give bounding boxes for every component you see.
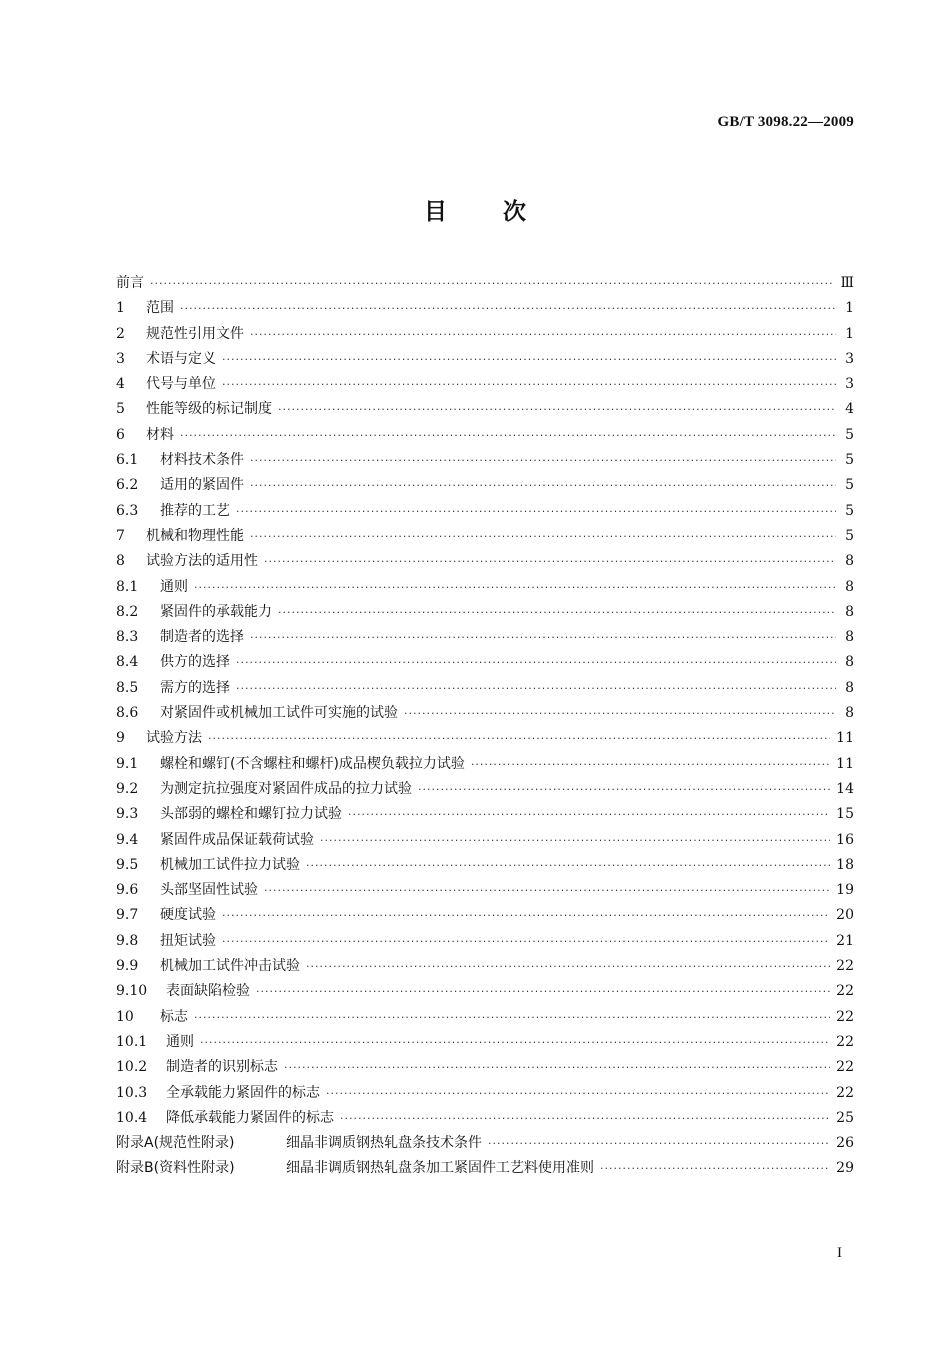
toc-entry[interactable] — [116, 626, 854, 651]
toc-leader-dots — [418, 783, 830, 796]
page-title: 目次 — [424, 199, 582, 225]
toc-entry-title: 材料技术条件 — [160, 452, 244, 469]
toc-leader-dots — [194, 1011, 830, 1024]
toc-entry-number: 8.3 — [116, 629, 139, 646]
toc-leader-dots — [306, 960, 830, 973]
toc-entry-page: 22 — [836, 1008, 854, 1025]
toc-entry-number: 6.1 — [116, 452, 139, 469]
toc-entry-page: 14 — [836, 780, 854, 797]
toc-entry-number: 附录A(规范性附录) — [116, 1135, 235, 1152]
toc-entry-title: 紧固件成品保证载荷试验 — [160, 831, 314, 848]
toc-entry-page: 3 — [845, 350, 854, 367]
toc-entry-title: 细晶非调质钢热轧盘条加工紧固件工艺料使用准则 — [286, 1160, 594, 1177]
toc-entry-title: 材料 — [146, 426, 174, 443]
toc-leader-dots — [326, 1087, 830, 1100]
toc-leader-dots — [236, 656, 836, 669]
toc-entry-number: 6.3 — [116, 502, 139, 519]
toc-entry-number: 9.2 — [116, 780, 139, 797]
toc-leader-dots — [222, 353, 836, 366]
toc-entry-title: 制造者的识别标志 — [166, 1059, 278, 1076]
toc-entry[interactable] — [116, 753, 854, 778]
toc-entry-number: 8.4 — [116, 654, 139, 671]
toc-entry-page: 5 — [845, 527, 854, 544]
toc-entry[interactable] — [116, 323, 854, 348]
toc-leader-dots — [340, 1112, 830, 1125]
toc-entry-page: Ⅲ — [840, 275, 854, 291]
toc-entry-page: 26 — [836, 1135, 854, 1152]
toc-entry-number: 9.9 — [116, 958, 139, 975]
toc-entry[interactable] — [116, 702, 854, 727]
toc-entry-number: 9 — [116, 730, 125, 747]
toc-entry-title: 制造者的选择 — [160, 629, 244, 646]
toc-leader-dots — [200, 1036, 830, 1049]
toc-leader-dots — [264, 884, 830, 897]
toc-entry-number: 8.2 — [116, 603, 139, 620]
toc-entry[interactable] — [116, 879, 854, 904]
toc-entry-page: 5 — [845, 452, 854, 469]
toc-entry-title: 降低承载能力紧固件的标志 — [166, 1109, 334, 1126]
toc-entry-title: 头部坚固性试验 — [160, 882, 258, 899]
toc-entry-page: 20 — [836, 907, 854, 924]
toc-entry[interactable] — [116, 955, 854, 980]
toc-leader-dots — [150, 277, 834, 290]
toc-entry-page: 22 — [836, 1084, 854, 1101]
toc-entry[interactable] — [116, 651, 854, 676]
toc-entry-page: 22 — [836, 1059, 854, 1076]
toc-entry[interactable] — [116, 829, 854, 854]
toc-leader-dots — [250, 530, 836, 543]
toc-leader-dots — [194, 581, 836, 594]
toc-entry-page: 4 — [845, 401, 854, 418]
toc-leader-dots — [471, 758, 830, 771]
toc-entry-title: 通则 — [160, 578, 188, 595]
toc-entry[interactable] — [116, 677, 854, 702]
toc-entry-number: 9.8 — [116, 932, 139, 949]
toc-entry-title: 硬度试验 — [160, 907, 216, 924]
page-number: I — [837, 1245, 842, 1261]
toc-leader-dots — [264, 555, 836, 568]
table-of-contents — [116, 272, 854, 1183]
toc-leader-dots — [250, 328, 836, 341]
toc-entry[interactable] — [116, 348, 854, 373]
toc-entry-title: 头部弱的螺栓和螺钉拉力试验 — [160, 806, 342, 823]
toc-entry-title: 前言 — [116, 275, 144, 291]
toc-entry-title: 试验方法的适用性 — [146, 553, 258, 570]
toc-leader-dots — [250, 454, 836, 467]
toc-leader-dots — [236, 682, 836, 695]
toc-entry-page: 16 — [836, 831, 854, 848]
toc-entry-page: 1 — [845, 300, 854, 317]
toc-entry-title: 机械加工试件拉力试验 — [160, 856, 300, 873]
toc-entry-page: 29 — [836, 1160, 854, 1177]
toc-entry-number: 9.7 — [116, 907, 139, 924]
toc-leader-dots — [278, 403, 836, 416]
toc-entry[interactable] — [116, 1056, 854, 1081]
toc-entry[interactable] — [116, 474, 854, 499]
toc-leader-dots — [222, 935, 830, 948]
toc-leader-dots — [278, 606, 836, 619]
toc-entry-number: 9.1 — [116, 755, 139, 772]
toc-entry[interactable] — [116, 1157, 854, 1182]
toc-entry[interactable] — [116, 272, 854, 297]
toc-entry-page: 11 — [836, 730, 854, 747]
toc-entry-number: 8.6 — [116, 705, 139, 722]
toc-entry-title: 对紧固件或机械加工试件可实施的试验 — [160, 705, 398, 722]
toc-leader-dots — [306, 859, 830, 872]
toc-entry-number: 6.2 — [116, 477, 139, 494]
toc-leader-dots — [256, 985, 830, 998]
toc-entry-number: 8.5 — [116, 679, 139, 696]
toc-entry-title: 供方的选择 — [160, 654, 230, 671]
toc-entry-title: 需方的选择 — [160, 679, 230, 696]
toc-entry-page: 8 — [845, 679, 854, 696]
toc-entry-page: 21 — [836, 932, 854, 949]
toc-entry-number: 10.4 — [116, 1109, 148, 1126]
toc-entry-page: 8 — [845, 705, 854, 722]
toc-entry-title: 规范性引用文件 — [146, 325, 244, 342]
toc-entry-page: 22 — [836, 1033, 854, 1050]
toc-leader-dots — [320, 834, 830, 847]
toc-leader-dots — [250, 479, 836, 492]
toc-entry-title: 试验方法 — [146, 730, 202, 747]
toc-entry-page: 1 — [845, 325, 854, 342]
toc-leader-dots — [284, 1061, 830, 1074]
toc-entry[interactable] — [116, 525, 854, 550]
toc-entry-page: 8 — [845, 654, 854, 671]
toc-entry-title: 螺栓和螺钉(不含螺柱和螺杆)成品楔负载拉力试验 — [160, 755, 465, 772]
toc-entry-title: 范围 — [146, 300, 174, 317]
toc-leader-dots — [600, 1162, 830, 1175]
toc-entry[interactable] — [116, 1031, 854, 1056]
toc-entry-number: 8.1 — [116, 578, 139, 595]
toc-entry[interactable] — [116, 904, 854, 929]
toc-entry-title: 通则 — [166, 1033, 194, 1050]
toc-entry[interactable] — [116, 449, 854, 474]
toc-entry[interactable] — [116, 854, 854, 879]
toc-entry-page: 25 — [836, 1109, 854, 1126]
toc-entry-title: 扭矩试验 — [160, 932, 216, 949]
toc-entry-number: 9.5 — [116, 856, 139, 873]
toc-entry-number: 7 — [116, 527, 125, 544]
toc-entry-page: 22 — [836, 958, 854, 975]
toc-entry-page: 22 — [836, 983, 854, 1000]
toc-entry[interactable] — [116, 601, 854, 626]
toc-leader-dots — [236, 505, 836, 518]
toc-entry-page: 11 — [836, 755, 854, 772]
toc-leader-dots — [208, 732, 830, 745]
toc-entry-title: 性能等级的标记制度 — [146, 401, 272, 418]
toc-entry[interactable] — [116, 1082, 854, 1107]
toc-entry[interactable] — [116, 1107, 854, 1132]
toc-leader-dots — [180, 302, 836, 315]
toc-entry-page: 8 — [845, 603, 854, 620]
toc-entry-number: 10 — [116, 1008, 134, 1025]
toc-entry-number: 附录B(资料性附录) — [116, 1160, 235, 1177]
toc-entry-number: 10.1 — [116, 1033, 148, 1050]
toc-entry-title: 细晶非调质钢热轧盘条技术条件 — [286, 1135, 482, 1152]
toc-entry-number: 3 — [116, 350, 125, 367]
toc-entry[interactable] — [116, 576, 854, 601]
standard-code: GB/T 3098.22—2009 — [717, 114, 854, 130]
toc-leader-dots — [180, 429, 836, 442]
toc-leader-dots — [488, 1137, 830, 1150]
toc-entry-number: 9.10 — [116, 983, 148, 1000]
toc-leader-dots — [404, 707, 836, 720]
toc-entry[interactable] — [116, 1132, 854, 1157]
toc-entry-page: 19 — [836, 882, 854, 899]
toc-entry[interactable] — [116, 297, 854, 322]
toc-entry-title: 机械加工试件冲击试验 — [160, 958, 300, 975]
toc-entry-number: 4 — [116, 376, 125, 393]
toc-entry-number: 10.3 — [116, 1084, 148, 1101]
toc-entry-number: 6 — [116, 426, 125, 443]
toc-entry[interactable] — [116, 424, 854, 449]
toc-entry-page: 5 — [845, 477, 854, 494]
toc-entry-title: 为测定抗拉强度对紧固件成品的拉力试验 — [160, 780, 412, 797]
toc-entry[interactable] — [116, 803, 854, 828]
toc-entry-number: 9.6 — [116, 882, 139, 899]
toc-entry-number: 2 — [116, 325, 125, 342]
toc-entry[interactable] — [116, 1006, 854, 1031]
toc-entry-title: 机械和物理性能 — [146, 527, 244, 544]
toc-entry-page: 5 — [845, 502, 854, 519]
toc-entry[interactable] — [116, 980, 854, 1005]
toc-entry-page: 8 — [845, 578, 854, 595]
toc-entry-title: 术语与定义 — [146, 350, 216, 367]
toc-entry-title: 紧固件的承载能力 — [160, 603, 272, 620]
toc-leader-dots — [222, 909, 830, 922]
toc-entry-number: 9.4 — [116, 831, 139, 848]
toc-entry-title: 标志 — [160, 1008, 188, 1025]
toc-entry-page: 8 — [845, 629, 854, 646]
toc-entry[interactable] — [116, 373, 854, 398]
toc-leader-dots — [222, 378, 836, 391]
toc-entry-title: 表面缺陷检验 — [166, 983, 250, 1000]
toc-entry[interactable] — [116, 398, 854, 423]
toc-entry[interactable] — [116, 930, 854, 955]
toc-entry[interactable] — [116, 500, 854, 525]
toc-entry-number: 5 — [116, 401, 125, 418]
toc-entry-page: 15 — [836, 806, 854, 823]
toc-entry-title: 适用的紧固件 — [160, 477, 244, 494]
toc-entry[interactable] — [116, 727, 854, 752]
toc-entry-number: 9.3 — [116, 806, 139, 823]
toc-entry[interactable] — [116, 550, 854, 575]
toc-entry-page: 18 — [836, 856, 854, 873]
toc-leader-dots — [348, 808, 830, 821]
toc-entry-page: 5 — [845, 426, 854, 443]
toc-entry-number: 1 — [116, 300, 125, 317]
toc-entry-page: 8 — [845, 553, 854, 570]
toc-entry[interactable] — [116, 778, 854, 803]
toc-entry-page: 3 — [845, 376, 854, 393]
toc-entry-title: 全承载能力紧固件的标志 — [166, 1084, 320, 1101]
toc-leader-dots — [250, 631, 836, 644]
toc-entry-title: 代号与单位 — [146, 376, 216, 393]
toc-entry-title: 推荐的工艺 — [160, 502, 230, 519]
toc-entry-number: 10.2 — [116, 1059, 148, 1076]
toc-entry-number: 8 — [116, 553, 125, 570]
